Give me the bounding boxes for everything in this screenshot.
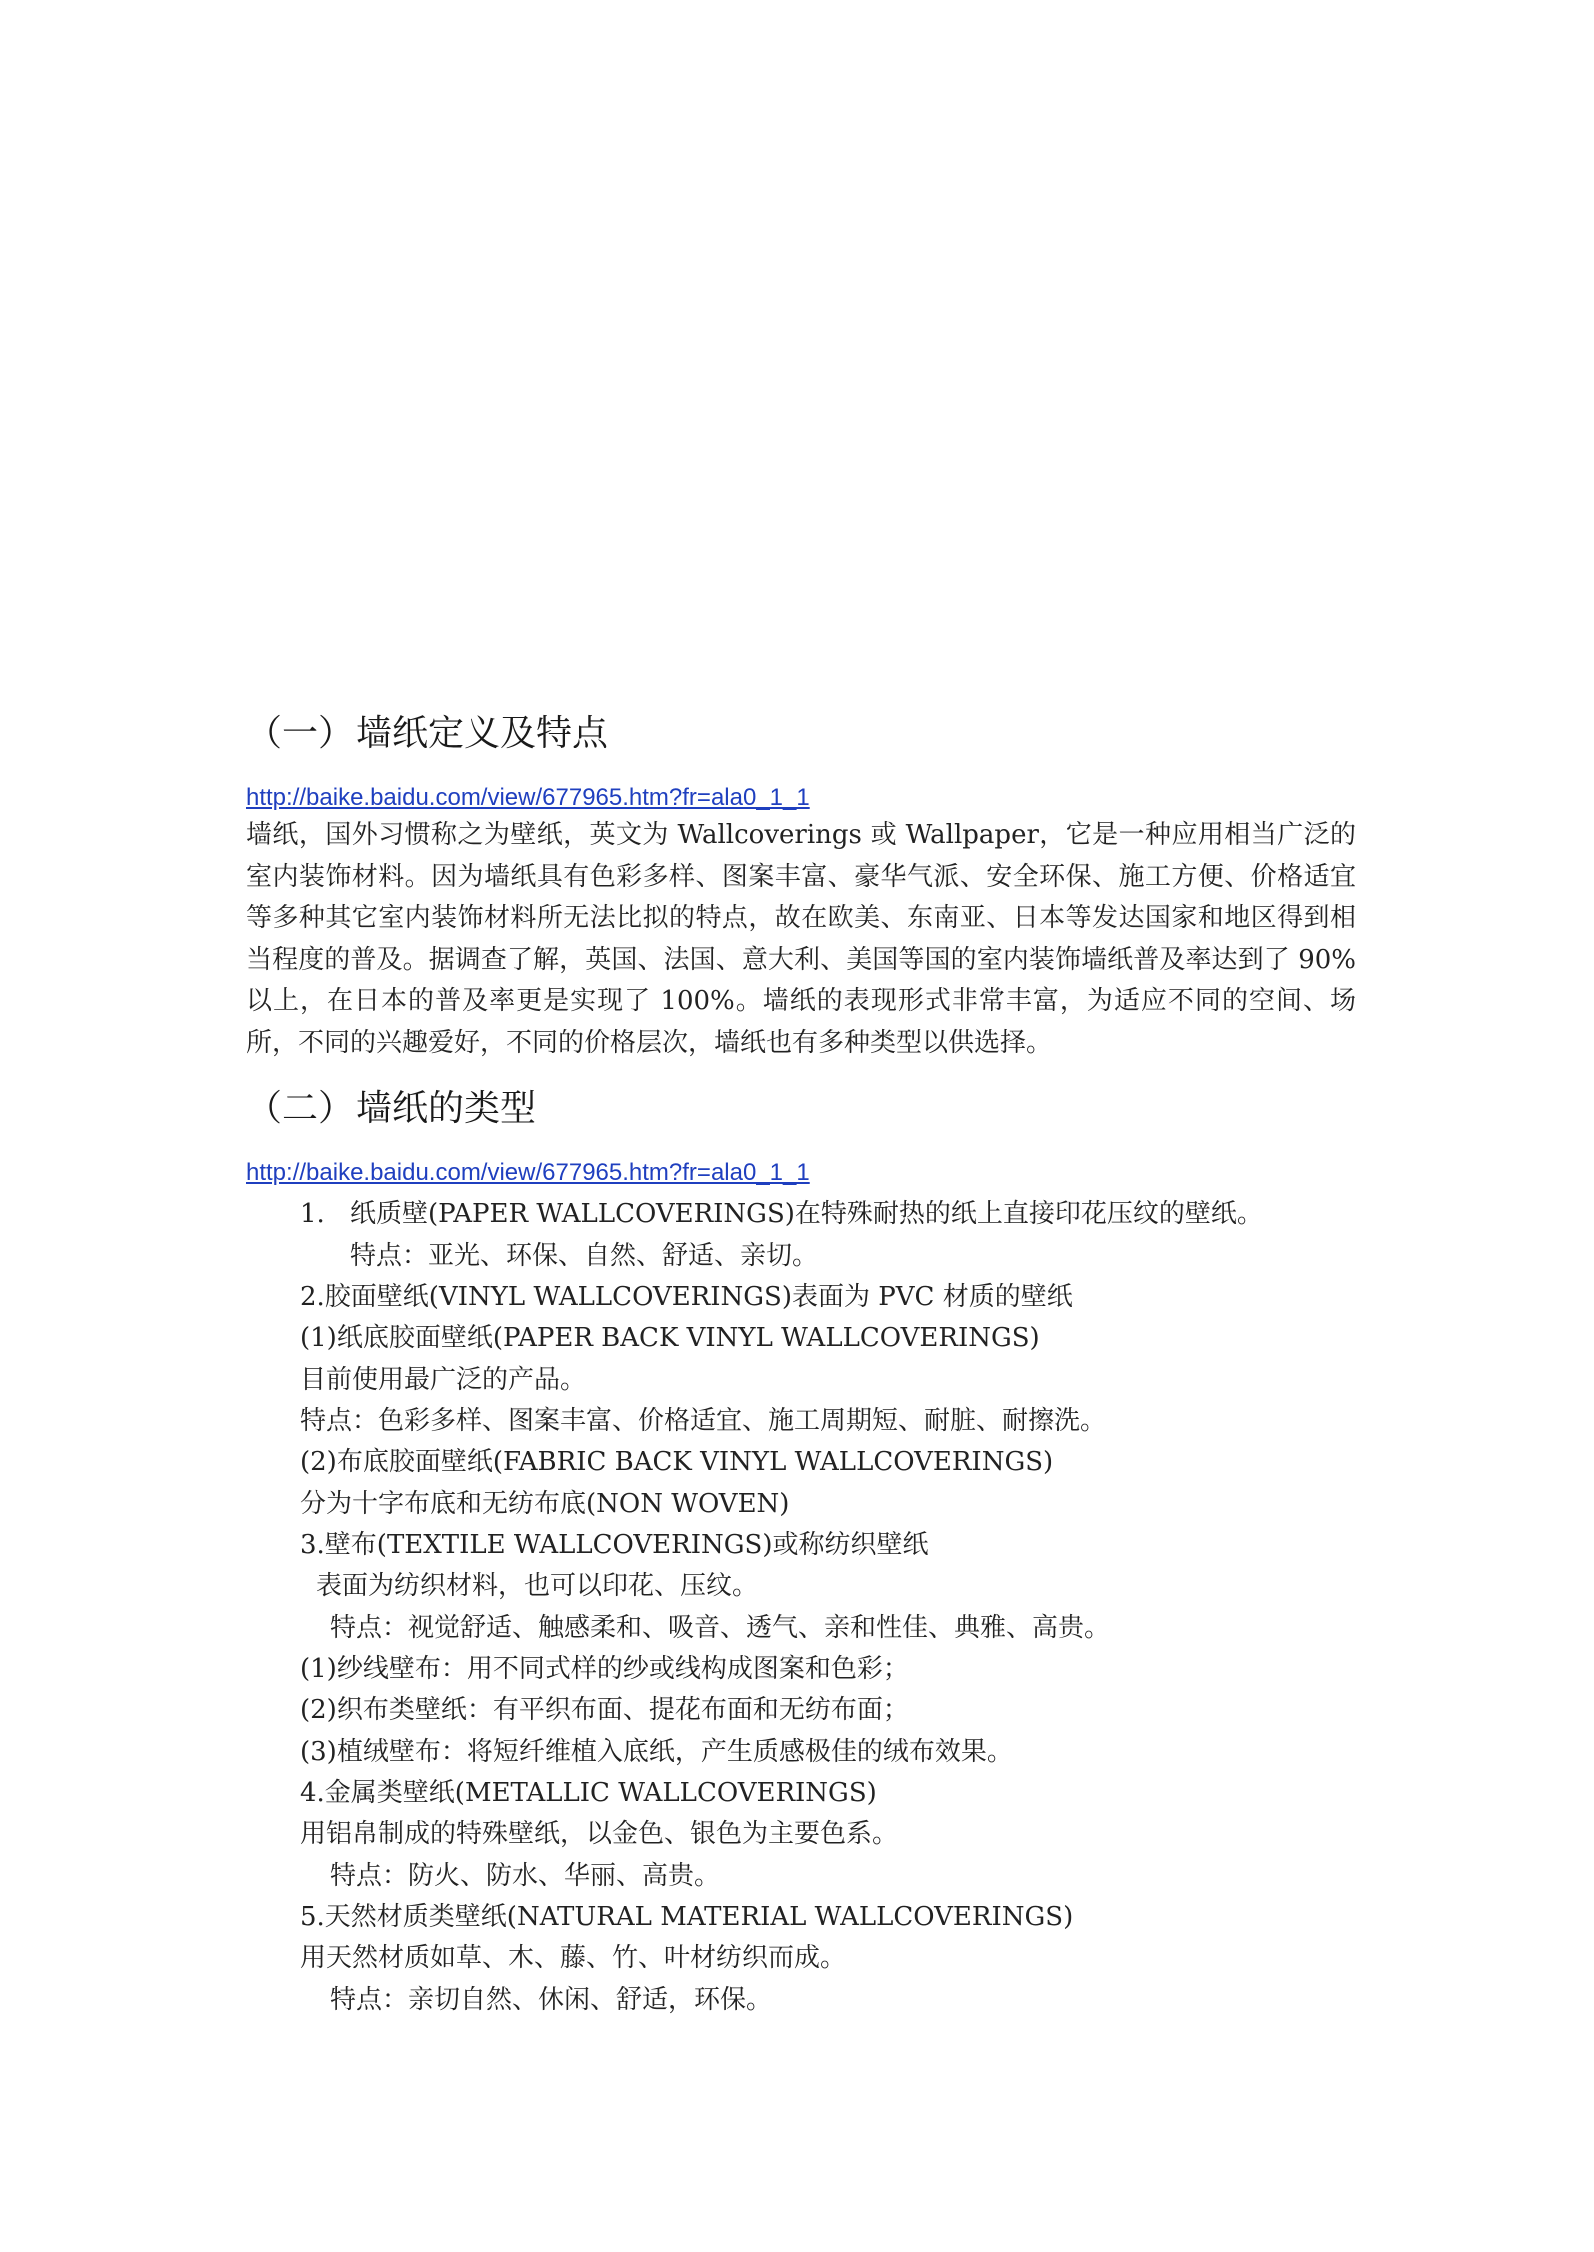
type-list-line: (2)织布类壁纸：有平织布面、提花布面和无纺布面； [300,1695,909,1725]
type-list-line: (2)布底胶面壁纸(FABRIC BACK VINYL WALLCOVERINGS) [300,1447,1054,1477]
type-list-line: 用天然材质如草、木、藤、竹、叶材纺织而成。 [300,1943,847,1973]
type-list-line: 表面为纺织材料，也可以印花、压纹。 [316,1571,759,1601]
type-list-line: 4.金属类壁纸(METALLIC WALLCOVERINGS) [300,1778,877,1808]
type-list-line: (1)纸底胶面壁纸(PAPER BACK VINYL WALLCOVERINGS) [300,1323,1040,1353]
type-list-line: 2.胶面壁纸(VINYL WALLCOVERINGS)表面为 PVC 材质的壁纸 [300,1282,1073,1312]
section-2-link[interactable]: http://baike.baidu.com/view/677965.htm?fr=ala0_1_1 [246,1159,810,1186]
type-list-line: (1)纱线壁布：用不同式样的纱或线构成图案和色彩； [300,1654,909,1684]
section-2-title: 墙纸的类型 [356,1088,537,1129]
list-text: 纸质壁(PAPER WALLCOVERINGS)在特殊耐热的纸上直接印花压纹的壁纸。 [350,1199,1263,1229]
type-list-line: 分为十字布底和无纺布底(NON WOVEN) [300,1489,790,1519]
type-list-line: (3)植绒壁布：将短纤维植入底纸，产生质感极佳的绒布效果。 [300,1737,1013,1767]
type-list-line: 特点：亲切自然、休闲、舒适，环保。 [330,1985,773,2015]
section-1-heading [246,710,608,758]
section-1-number: （一） [246,713,355,754]
type-list-line: 特点：视觉舒适、触感柔和、吸音、透气、亲和性佳、典雅、高贵。 [330,1613,1111,1643]
section-1-paragraph: 墙纸，国外习惯称之为壁纸，英文为 Wallcoverings 或 Wallpaper，它是一种应用相当广泛的室内装饰材料。因为墙纸具有色彩多样、图案丰富、豪华气派、安全环保、施工方便、价格适宜等多种其它室内装饰材料所无法比拟的特点，故在欧美、东南亚、日本等发达国家和地区得到相当程度的普及。据调查了解，英国、法国、意大利、美国等国的室内装饰墙纸普及率达到了 90%以上，在日本的普及率更是实现了 100%。墙纸的表现形式非常丰富，为适应不同的空间、场所，不同的兴趣爱好，不同的价格层次，墙纸也有多种类型以供选择。 [246,820,1356,1058]
type-list-line: 用铝帛制成的特殊壁纸，以金色、银色为主要色系。 [300,1819,899,1849]
type-list-line: 3.壁布(TEXTILE WALLCOVERINGS)或称纺织壁纸 [300,1530,929,1560]
type-list-line [300,1198,1263,1230]
type-list-line: 特点：色彩多样、图案丰富、价格适宜、施工周期短、耐脏、耐擦洗。 [300,1406,1107,1436]
type-list-line: 5.天然材质类壁纸(NATURAL MATERIAL WALLCOVERINGS) [300,1902,1074,1932]
type-list-line: 特点：防火、防水、华丽、高贵。 [330,1861,721,1891]
type-list-line: 特点：亚光、环保、自然、舒适、亲切。 [350,1241,819,1271]
section-2-heading [246,1085,536,1133]
section-1-title: 墙纸定义及特点 [356,713,609,754]
section-2-number: （二） [246,1088,355,1129]
type-list-line: 目前使用最广泛的产品。 [300,1365,587,1395]
list-number: 1. [300,1199,325,1229]
section-1-link[interactable]: http://baike.baidu.com/view/677965.htm?fr=ala0_1_1 [246,784,810,811]
